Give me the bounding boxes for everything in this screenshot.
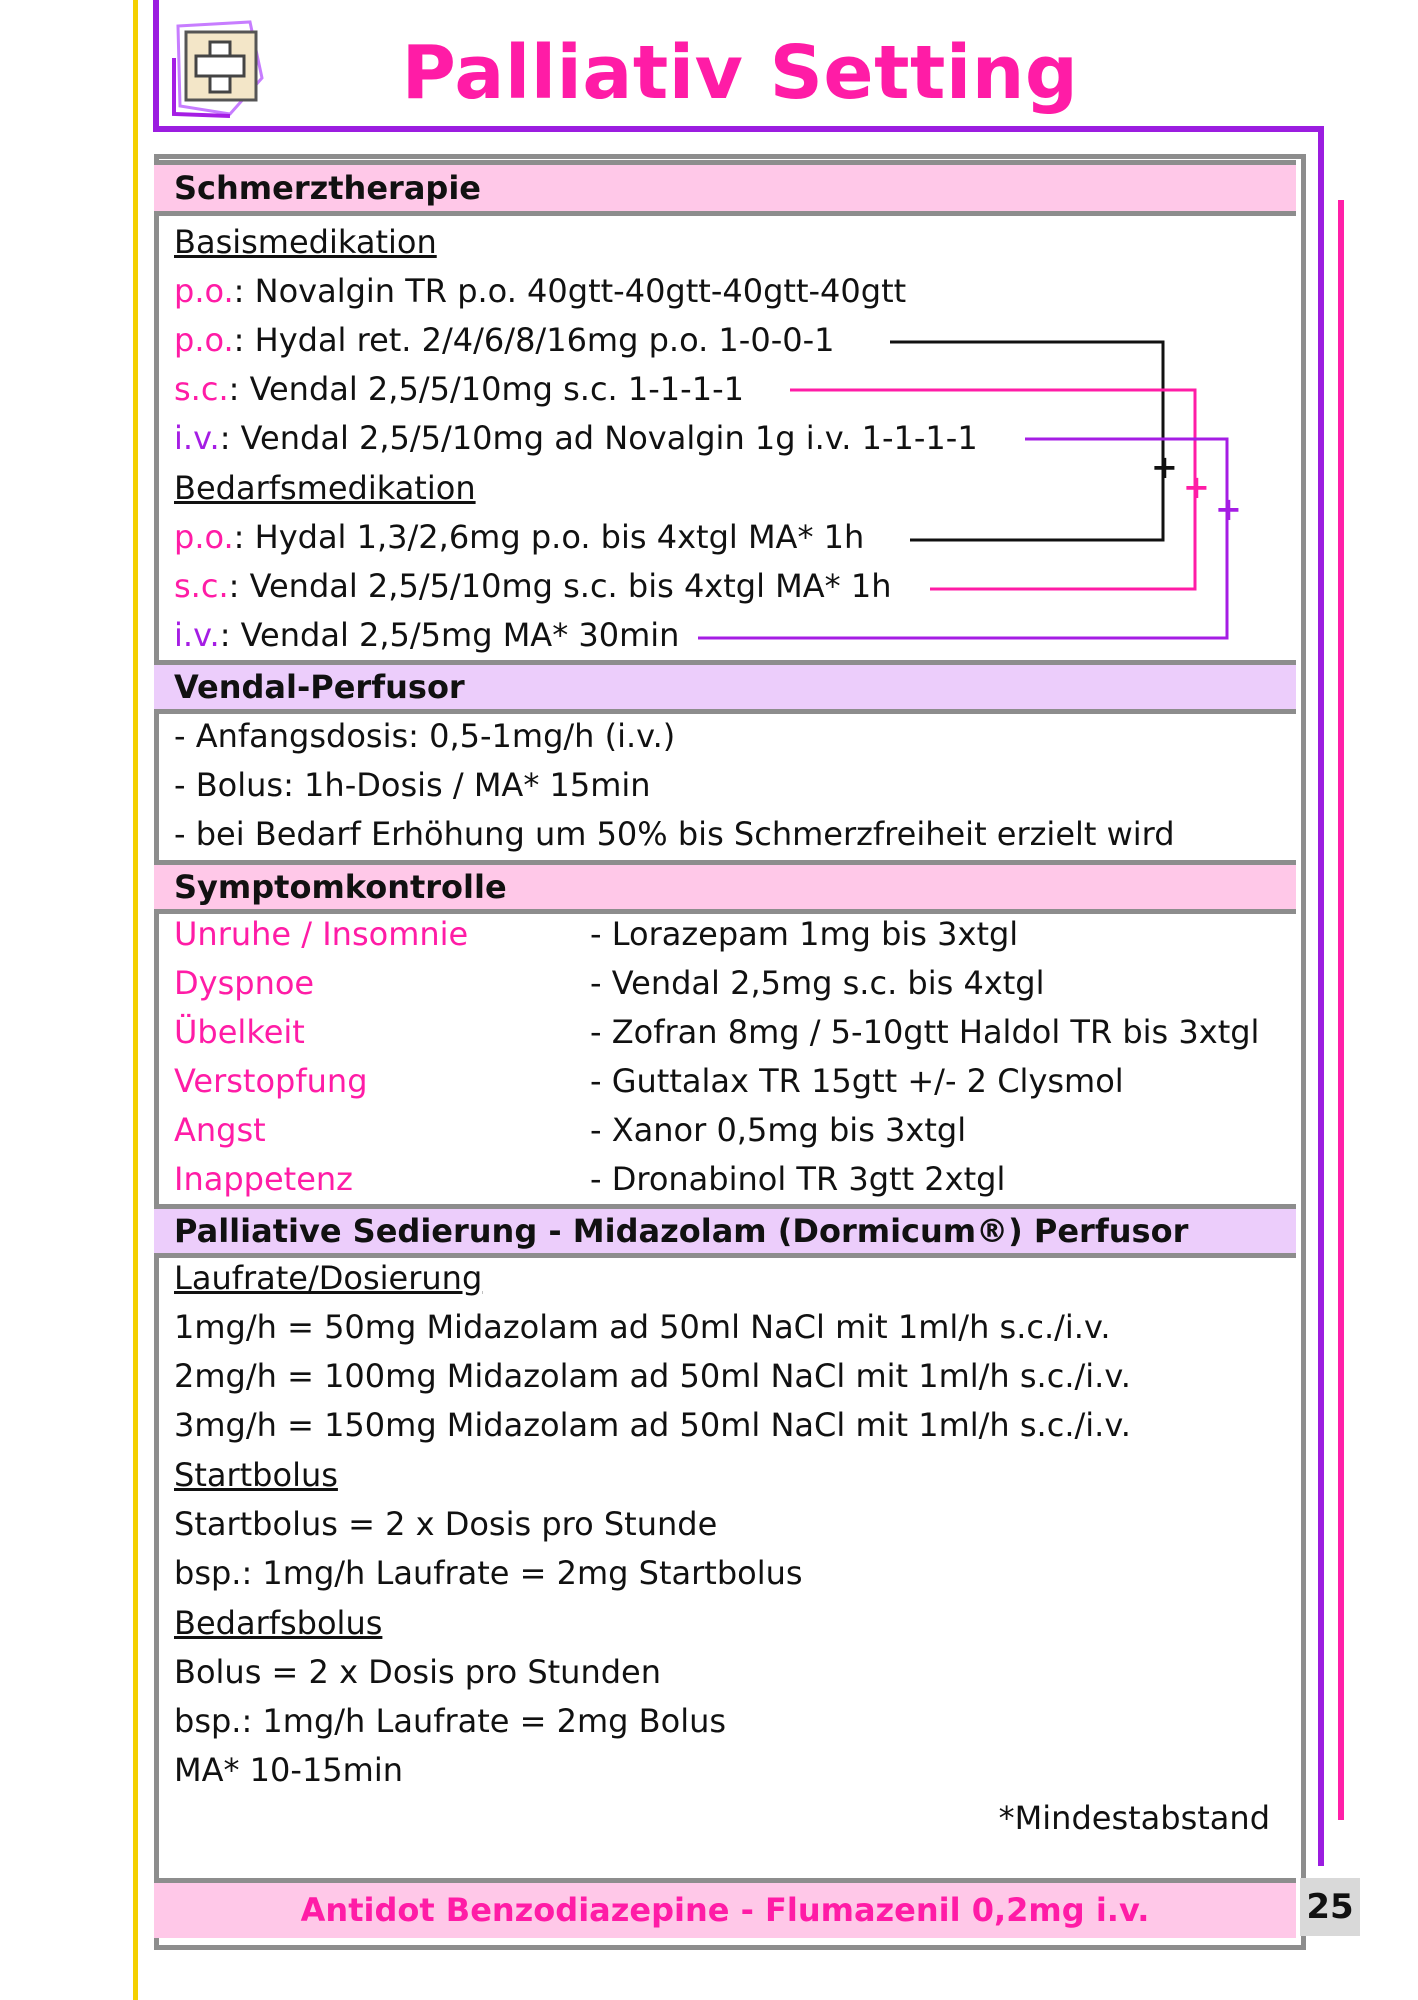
bedarf-line-2: s.c.: Vendal 2,5/5/10mg s.c. bis 4xtgl MA* 1h	[174, 567, 892, 605]
section-header-symptomkontrolle: Symptomkontrolle	[154, 860, 1296, 914]
plus-sign-pink: +	[1183, 468, 1210, 506]
bedarf-line-1: p.o.: Hydal 1,3/2,6mg p.o. bis 4xtgl MA* 1h	[174, 518, 865, 556]
footer-antidot: Antidot Benzodiazepine - Flumazenil 0,2mg i.v.	[154, 1878, 1296, 1938]
symptom-value-4: - Guttalax TR 15gtt +/- 2 Clysmol	[590, 1062, 1124, 1100]
purple-frame-line-right	[1318, 126, 1324, 1866]
bedarfsbolus-line-2: bsp.: 1mg/h Laufrate = 2mg Bolus	[174, 1702, 727, 1740]
symptom-label-3: Übelkeit	[174, 1013, 305, 1051]
perfusor-line-2: - Bolus: 1h-Dosis / MA* 15min	[174, 766, 651, 804]
bedarf-line-3: i.v.: Vendal 2,5/5mg MA* 30min	[174, 616, 680, 654]
yellow-frame-line	[133, 0, 138, 2000]
basis-line-1: p.o.: Novalgin TR p.o. 40gtt-40gtt-40gtt-40gtt	[174, 272, 907, 310]
purple-frame-line-top	[153, 126, 1323, 132]
perfusor-line-1: - Anfangsdosis: 0,5-1mg/h (i.v.)	[174, 717, 676, 755]
section-header-palliative-sedierung: Palliative Sedierung - Midazolam (Dormicum®) Perfusor	[154, 1204, 1296, 1258]
laufrate-title: Laufrate/Dosierung	[174, 1259, 483, 1297]
symptom-label-1: Unruhe / Insomnie	[174, 915, 469, 953]
page-title: Palliativ Setting	[401, 30, 1079, 116]
basis-line-3: s.c.: Vendal 2,5/5/10mg s.c. 1-1-1-1	[174, 370, 744, 408]
purple-frame-line-left	[153, 0, 159, 130]
symptom-label-6: Inappetenz	[174, 1160, 353, 1198]
footnote-mindestabstand: *Mindestabstand	[998, 1799, 1270, 1837]
section-header-schmerztherapie: Schmerztherapie	[154, 160, 1296, 216]
bedarfsbolus-line-1: Bolus = 2 x Dosis pro Stunden	[174, 1653, 662, 1691]
symptom-label-5: Angst	[174, 1111, 266, 1149]
startbolus-title: Startbolus	[174, 1456, 338, 1494]
perfusor-line-3: - bei Bedarf Erhöhung um 50% bis Schmerzfreiheit erzielt wird	[174, 815, 1175, 853]
startbolus-line-1: Startbolus = 2 x Dosis pro Stunde	[174, 1505, 718, 1543]
symptom-label-4: Verstopfung	[174, 1062, 368, 1100]
bedarf-title: Bedarfsmedikation	[174, 469, 476, 507]
laufrate-line-3: 3mg/h = 150mg Midazolam ad 50ml NaCl mit 1ml/h s.c./i.v.	[174, 1406, 1131, 1444]
basis-line-2: p.o.: Hydal ret. 2/4/6/8/16mg p.o. 1-0-0-1	[174, 321, 835, 359]
page-number: 25	[1300, 1878, 1360, 1936]
symptom-value-6: - Dronabinol TR 3gtt 2xtgl	[590, 1160, 1006, 1198]
symptom-value-5: - Xanor 0,5mg bis 3xtgl	[590, 1111, 967, 1149]
section-header-vendal-perfusor: Vendal-Perfusor	[154, 660, 1296, 714]
symptom-label-2: Dyspnoe	[174, 964, 315, 1002]
bedarfsbolus-line-3: MA* 10-15min	[174, 1751, 403, 1789]
pink-frame-line-right	[1338, 200, 1344, 1820]
plus-sign-purple: +	[1215, 490, 1242, 528]
bedarfsbolus-title: Bedarfsbolus	[174, 1604, 383, 1642]
symptom-value-3: - Zofran 8mg / 5-10gtt Haldol TR bis 3xtgl	[590, 1013, 1260, 1051]
plus-sign-black: +	[1151, 448, 1178, 486]
startbolus-line-2: bsp.: 1mg/h Laufrate = 2mg Startbolus	[174, 1554, 803, 1592]
medical-cross-logo-icon	[170, 18, 266, 118]
laufrate-line-1: 1mg/h = 50mg Midazolam ad 50ml NaCl mit 1ml/h s.c./i.v.	[174, 1308, 1111, 1346]
symptom-value-1: - Lorazepam 1mg bis 3xtgl	[590, 915, 1019, 953]
laufrate-line-2: 2mg/h = 100mg Midazolam ad 50ml NaCl mit 1ml/h s.c./i.v.	[174, 1357, 1131, 1395]
basis-title: Basismedikation	[174, 223, 437, 261]
symptom-value-2: - Vendal 2,5mg s.c. bis 4xtgl	[590, 964, 1045, 1002]
basis-line-4: i.v.: Vendal 2,5/5/10mg ad Novalgin 1g i.v. 1-1-1-1	[174, 419, 978, 457]
